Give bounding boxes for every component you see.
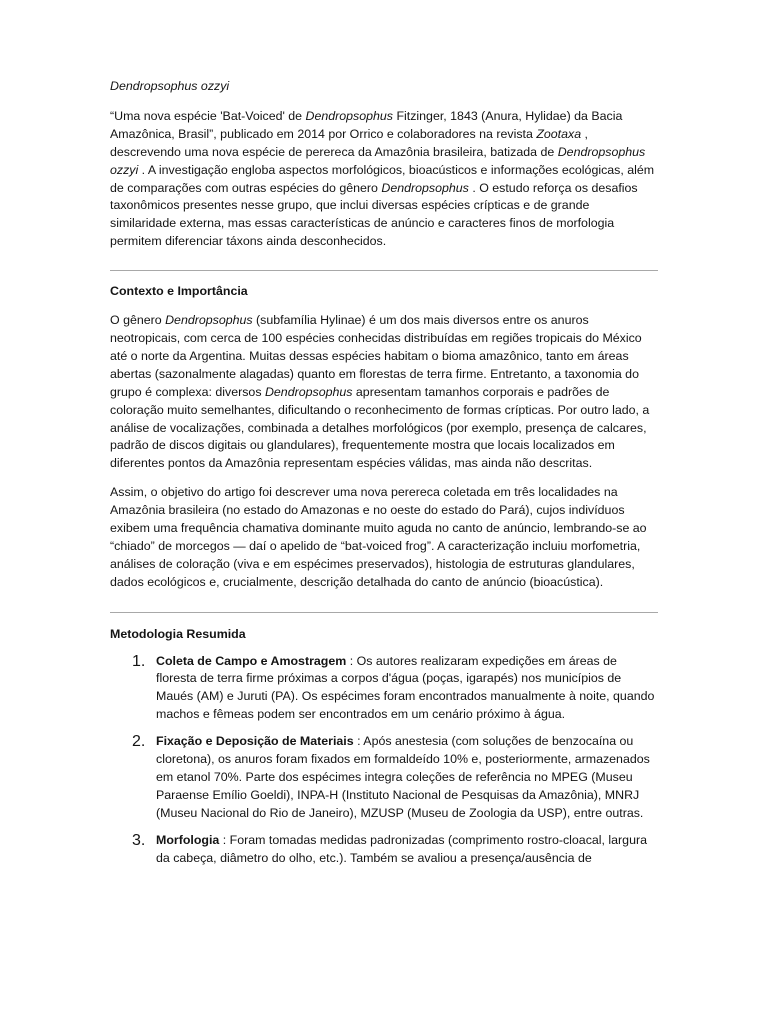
list-item-text: : Os autores realizaram expedições em áreas de floresta de terra firme próximas a corpos d'água (poças, igarapés) nos municípios de Maués (AM) e Juruti (PA). Os espécimes foram encontrados manualmente à noite, quando machos e fêmeas podem ser encontrados em um cenário próximo à água. bbox=[156, 653, 655, 722]
section-divider bbox=[110, 270, 658, 271]
text-run: (subfamília Hylinae) é um dos mais diversos entre os anuros neotropicais, com cerca de 100 espécies conhecidas distribuídas em regiões tropicais do México até o norte da Argentina. Muitas dessas espécies habitam o bioma amazônico, tanto em áreas abertas (sazonalmente alagadas) quanto em florestas de terra firme. Entretanto, a taxonomia do grupo é complexa: diversos bbox=[110, 313, 642, 399]
contexto-paragraph-1 bbox=[110, 312, 658, 473]
contexto-paragraph-2 bbox=[110, 484, 658, 591]
italic-term: Dendropsophus bbox=[305, 108, 394, 123]
intro-paragraph bbox=[110, 108, 658, 251]
list-item-text: : Após anestesia (com soluções de benzocaína ou cloretona), os anuros foram fixados em formaldeído 10% e, posteriormente, armazenados em etanol 70%. Parte dos espécimes integra coleções de referência no MPEG (Museu Paraense Emílio Goeldi), INPA-H (Instituto Nacional de Pesquisas da Amazônia), MNRJ (Museu Nacional do Rio de Janeiro), MZUSP (Museu de Zoologia da USP), entre outras. bbox=[156, 734, 650, 820]
italic-term: Zootaxa bbox=[536, 126, 582, 141]
list-item bbox=[110, 653, 658, 725]
list-item-label: Coleta de Campo e Amostragem bbox=[156, 653, 347, 668]
text-run: . A investigação engloba aspectos morfológicos, bioacústicos e informações ecológicas, além de comparações com outras espécies do gênero bbox=[110, 162, 655, 195]
section-divider bbox=[110, 612, 658, 613]
list-item-label: Morfologia bbox=[156, 832, 220, 847]
list-item-number: 2. bbox=[132, 733, 146, 751]
text-run: . O estudo reforça os desafios taxonômicos presentes nesse grupo, que inclui diversas espécies crípticas e de grande similaridade externa, mas essas características de anúncio e caracteres finos de morfologia permitem diferenciar táxons ainda desconhecidos. bbox=[110, 180, 638, 249]
italic-term: Dendropsophus bbox=[264, 384, 353, 399]
section-heading-contexto: Contexto e Importância bbox=[110, 284, 248, 299]
text-run: apresentam tamanhos corporais e padrões de coloração muito semelhantes, dificultando o reconhecimento de formas crípticas. Por outro lado, a análise de vocalizações, combinada a detalhes morfológicos (por exemplo, presença de calcares, padrão de discos digitais ou glandulares), frequentemente mostra que locais localizados em diferentes pontos da Amazônia representam espécies válidas, mas ainda não descritas. bbox=[110, 384, 650, 471]
text-run: O gênero bbox=[110, 313, 166, 328]
text-run: Fitzinger, 1843 (Anura, Hylidae) da Bacia Amazônica, Brasil”, publicado em 2014 por Orrico e colaboradores na revista bbox=[110, 108, 623, 141]
italic-term: Dendropsophus bbox=[165, 313, 253, 328]
text-run: “Uma nova espécie 'Bat-Voiced' de bbox=[110, 108, 306, 123]
text-run: , descrevendo uma nova espécie de perereca da Amazônia brasileira, batizada de bbox=[110, 126, 588, 159]
list-item-label: Fixação e Deposição de Materiais bbox=[156, 734, 354, 749]
list-item-number: 1. bbox=[132, 652, 146, 670]
document-title: Dendropsophus ozzyi bbox=[110, 79, 230, 93]
list-item bbox=[110, 733, 658, 823]
list-item-number: 3. bbox=[132, 831, 146, 849]
italic-term: Dendropsophus bbox=[381, 180, 469, 195]
italic-term: Dendropsophus ozzyi bbox=[110, 144, 646, 177]
list-item-body bbox=[156, 733, 658, 823]
list-item-body bbox=[156, 832, 658, 868]
text-run: Assim, o objetivo do artigo foi descrever uma nova perereca coletada em três localidades na Amazônia brasileira (no estado do Amazonas e no oeste do estado do Pará), cujos indivíduos exibem uma frequência chamativa dominante muito aguda no canto de anúncio, lembrando-se ao “chiado” de morcegos — daí o apelido de “bat-voiced frog”. A caracterização incluiu morfometria, análises de coloração (viva e em espécimes preservados), histologia de estruturas glandulares, dados ecológicos e, crucialmente, descrição detalhada do canto de anúncio (bioacústica). bbox=[110, 485, 647, 589]
methodology-list bbox=[110, 653, 658, 868]
list-item-text: : Foram tomadas medidas padronizadas (comprimento rostro-cloacal, largura da cabeça, diâmetro do olho, etc.). Também se avaliou a presença/ausência de bbox=[156, 832, 647, 865]
document-page bbox=[110, 78, 658, 868]
section-heading-metodologia: Metodologia Resumida bbox=[110, 626, 246, 641]
list-item-body bbox=[156, 653, 658, 725]
list-item bbox=[110, 832, 658, 868]
